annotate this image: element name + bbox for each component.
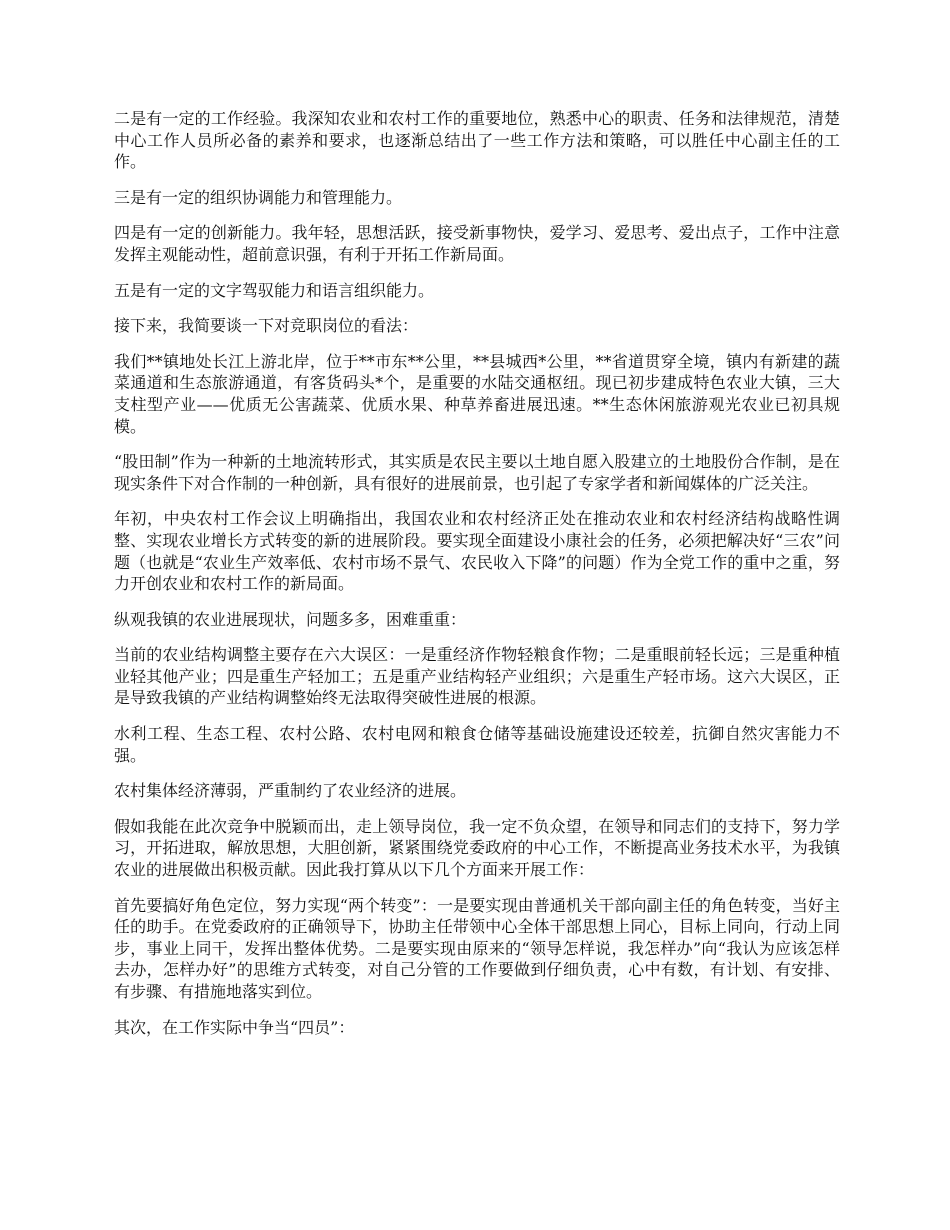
paragraph-8: 年初，中央农村工作会议上明确指出，我国农业和农村经济正处在推动农业和农村经济结构战略性调整、实现农业增长方式转变的新的进展阶段。要实现全面建设小康社会的任务，必须把解决好“三农”问题（也就是“农业生产效率低、农村市场不景气、农民收入下降”的问题）作为全党工作的重中之重，努力开创农业和农村工作的新局面。 [114, 509, 840, 594]
paragraph-3: 四是有一定的创新能力。我年轻，思想活跃，接受新事物快，爱学习、爱思考、爱出点子，工作中注意发挥主观能动性，超前意识强，有利于开拓工作新局面。 [114, 223, 840, 264]
paragraph-11: 水利工程、生态工程、农村公路、农村电网和粮食仓储等基础设施建设还较差，抗御自然灾害能力不强。 [114, 724, 840, 765]
paragraph-1: 二是有一定的工作经验。我深知农业和农村工作的重要地位，熟悉中心的职责、任务和法律规范，清楚中心工作人员所必备的素养和要求，也逐渐总结出了一些工作方法和策略，可以胜任中心副主任的工作。 [114, 109, 840, 172]
paragraph-7: “股田制”作为一种新的土地流转形式，其实质是农民主要以土地自愿入股建立的土地股份合作制，是在现实条件下对合作制的一种创新，具有很好的进展前景，也引起了专家学者和新闻媒体的广泛关注。 [114, 452, 840, 493]
paragraph-6: 我们**镇地处长江上游北岸，位于**市东**公里，**县城西*公里，**省道贯穿全境，镇内有新建的蔬菜通道和生态旅游通道，有客货码头*个，是重要的水陆交通枢纽。现已初步建成特色农业大镇，三大支柱型产业——优质无公害蔬菜、优质水果、种草养畜进展迅速。**生态休闲旅游观光农业已初具规模。 [114, 351, 840, 436]
paragraph-13: 假如我能在此次竞争中脱颖而出，走上领导岗位，我一定不负众望，在领导和同志们的支持下，努力学习，开拓进取，解放思想，大胆创新，紧紧围绕党委政府的中心工作，不断提高业务技术水平，为我镇农业的进展做出积极贡献。因此我打算从以下几个方面来开展工作： [114, 816, 840, 880]
paragraph-12: 农村集体经济薄弱，严重制约了农业经济的进展。 [114, 781, 467, 801]
paragraph-10: 当前的农业结构调整主要存在六大误区：一是重经济作物轻粮食作物；二是重眼前轻长远；三是重种植业轻其他产业；四是重生产轻加工；五是重产业结构轻产业组织；六是重生产轻市场。这六大误区，正是导致我镇的产业结构调整始终无法取得突破性进展的根源。 [114, 645, 840, 708]
paragraph-2: 三是有一定的组织协调能力和管理能力。 [114, 187, 403, 207]
paragraph-5: 接下来，我简要谈一下对竞职岗位的看法： [114, 316, 419, 336]
paragraph-9: 纵观我镇的农业进展现状，问题多多，困难重重： [114, 609, 467, 629]
paragraph-15: 其次，在工作实际中争当“四员”： [114, 1017, 355, 1037]
paragraph-14: 首先要搞好角色定位，努力实现“两个转变”：一是要实现由普通机关干部向副主任的角色转变，当好主任的助手。在党委政府的正确领导下，协助主任带领中心全体干部思想上同心，目标上同向，行动上同步，事业上同干，发挥出整体优势。二是要实现由原来的“领导怎样说，我怎样办”向“我认为应该怎样去办，怎样办好”的思维方式转变，对自己分管的工作要做到仔细负责，心中有数，有计划、有安排、有步骤、有措施地落实到位。 [114, 895, 840, 1001]
paragraph-4: 五是有一定的文字驾驭能力和语言组织能力。 [114, 280, 435, 300]
